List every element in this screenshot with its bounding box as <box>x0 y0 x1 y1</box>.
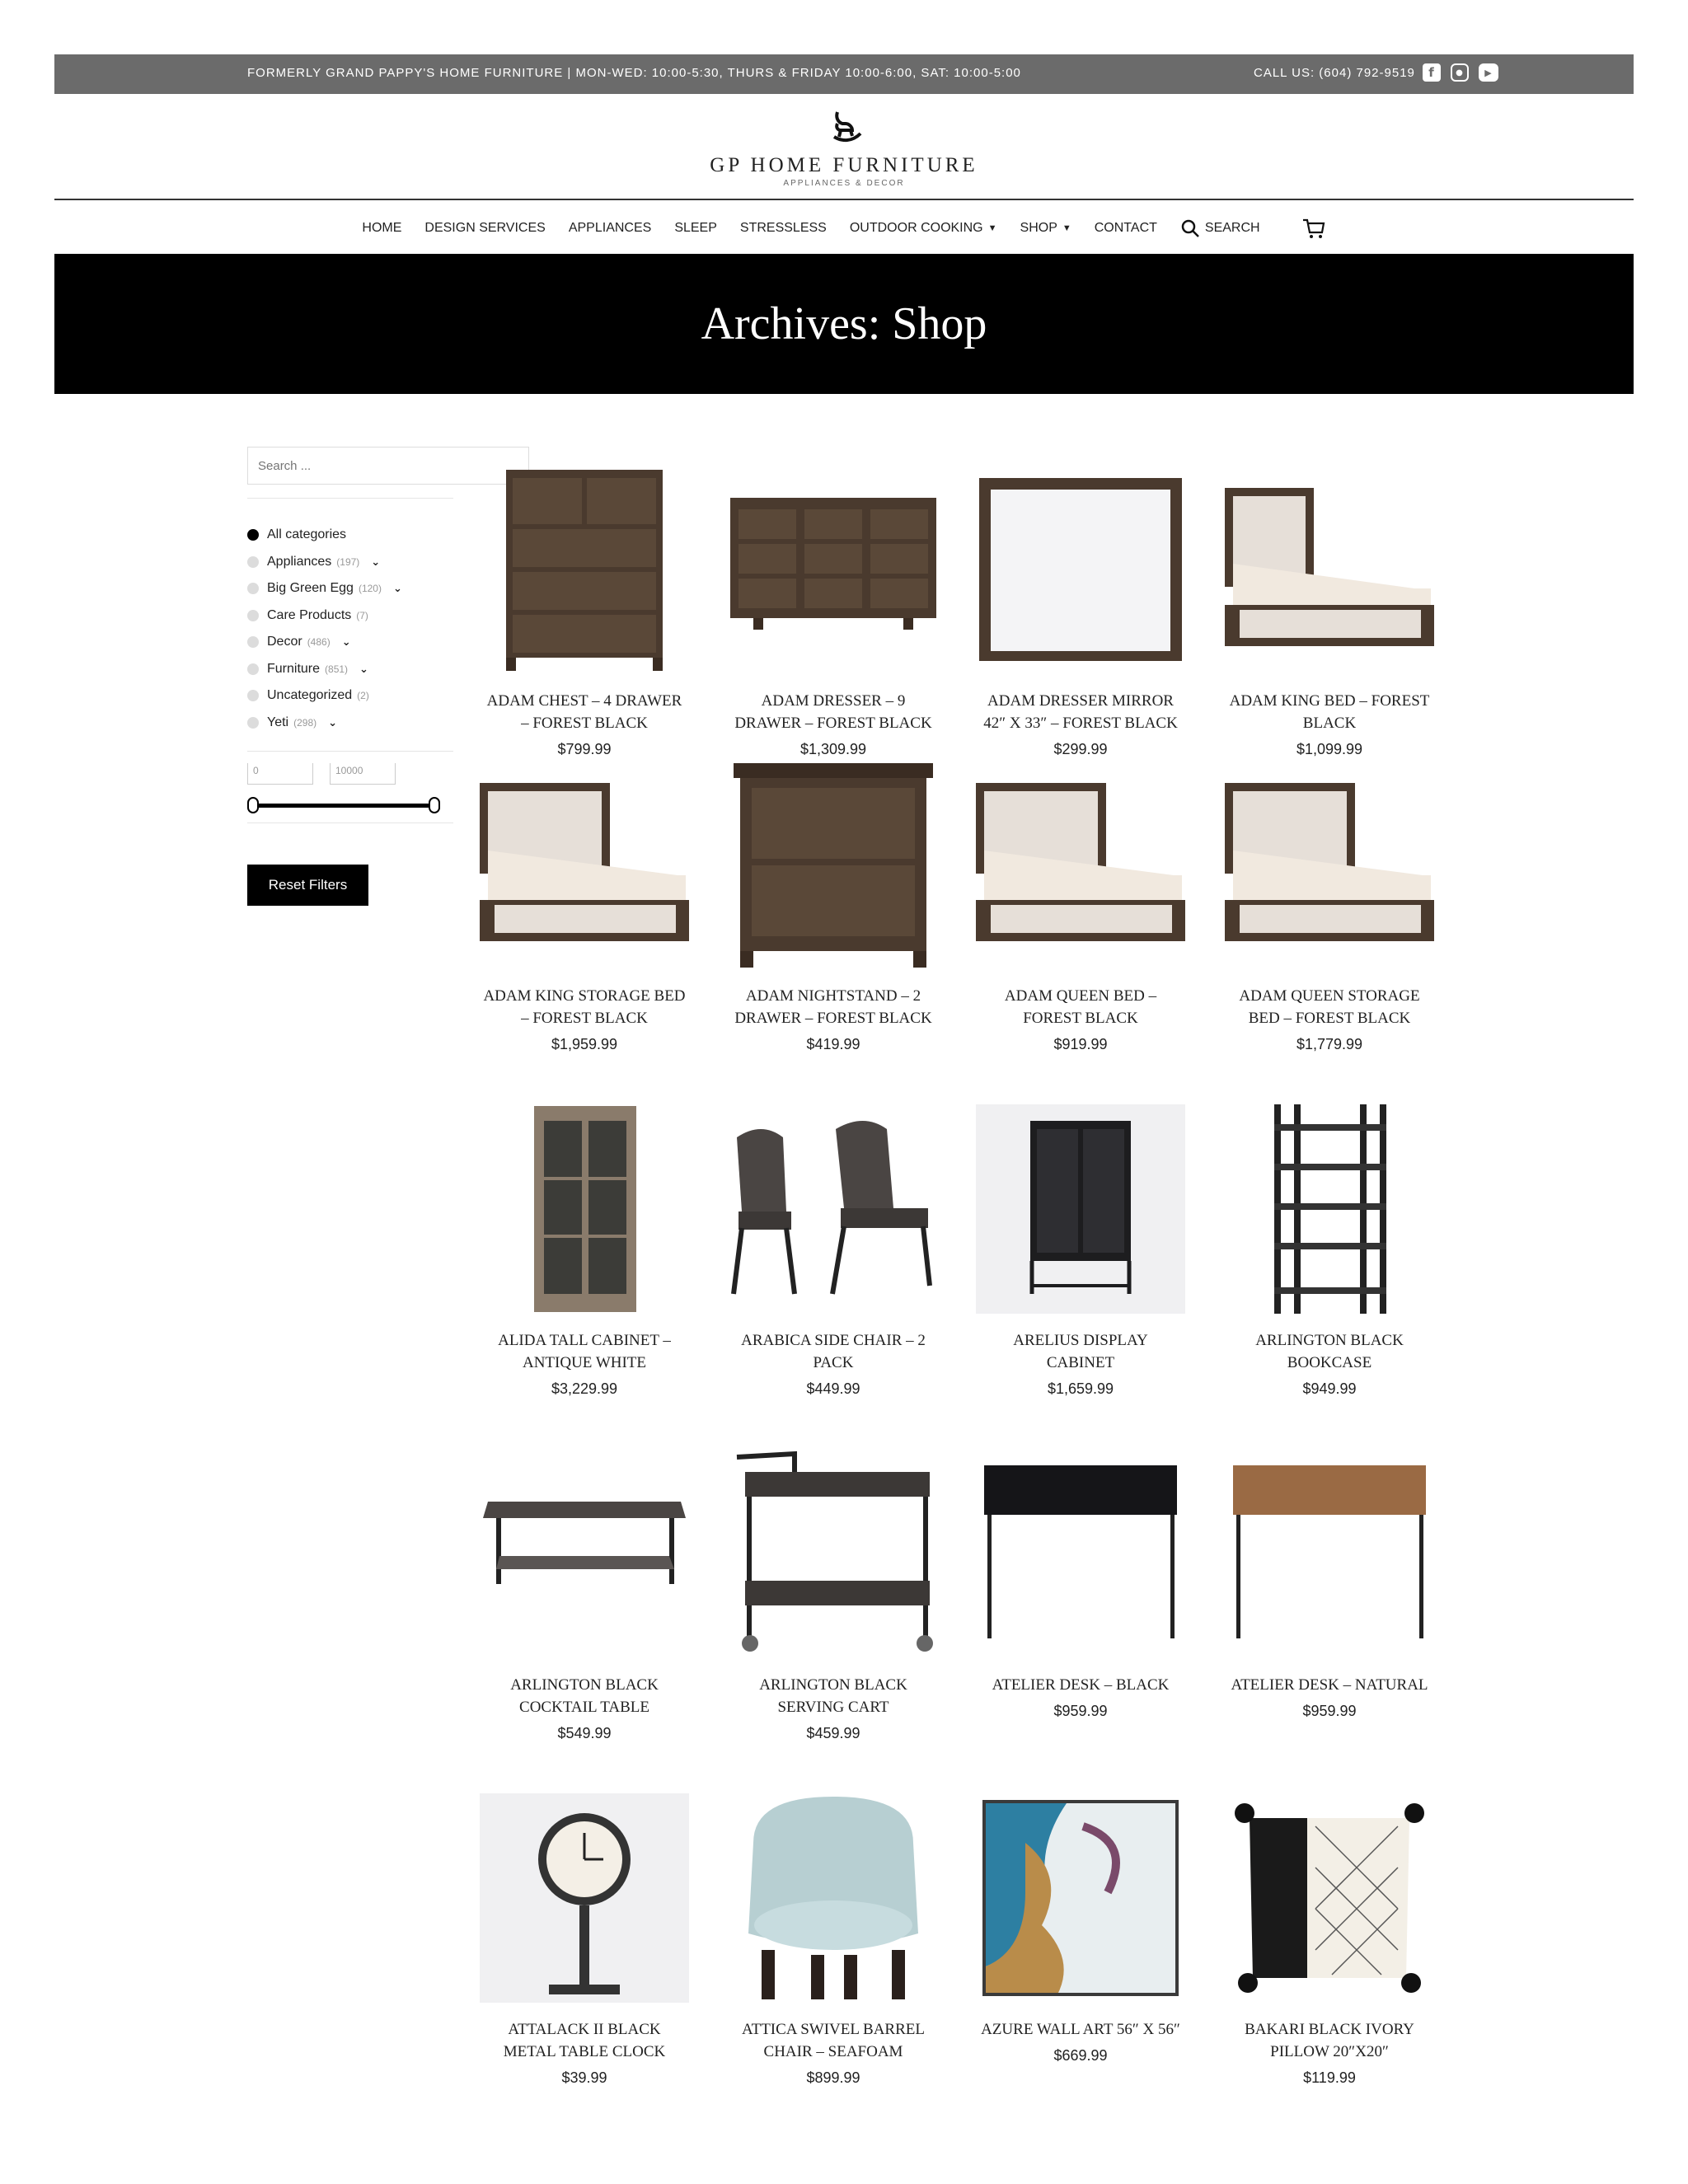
top-info-bar <box>54 54 1634 94</box>
category-label: Decor <box>267 635 302 649</box>
instagram-icon[interactable]: ● <box>1451 63 1469 82</box>
product-price: $119.99 <box>1303 2069 1356 2086</box>
caret-down-icon: ▼ <box>987 223 997 233</box>
clock-icon <box>480 1793 689 2003</box>
desk-black-icon <box>976 1449 1185 1658</box>
category-appliances[interactable] <box>247 549 453 576</box>
nav-sleep[interactable]: SLEEP <box>674 221 717 235</box>
slider-track <box>252 804 435 808</box>
product-title[interactable]: ADAM QUEEN STORAGE BED – FOREST BLACK <box>1239 987 1420 1027</box>
bookcase-icon <box>1225 1104 1434 1314</box>
product-price: $1,779.99 <box>1296 1036 1363 1052</box>
coffee-table-icon <box>480 1449 689 1658</box>
chevron-down-icon[interactable]: ⌄ <box>371 555 381 568</box>
product-card[interactable] <box>480 465 689 758</box>
product-price: $799.99 <box>557 741 612 757</box>
product-card[interactable] <box>1225 760 1434 1053</box>
radio-dot <box>247 610 259 621</box>
mirror-icon <box>976 465 1185 674</box>
product-card[interactable] <box>976 760 1185 1053</box>
bed-icon <box>1225 465 1434 674</box>
youtube-icon[interactable]: ▶ <box>1479 63 1498 82</box>
nav-outdoor-cooking[interactable] <box>850 221 997 236</box>
product-price: $949.99 <box>1302 1380 1357 1397</box>
category-uncategorized[interactable] <box>247 682 453 710</box>
product-card[interactable] <box>976 1449 1185 1720</box>
logo-name: GP HOME FURNITURE <box>710 154 978 176</box>
product-title[interactable]: ATELIER DESK – NATURAL <box>1231 1676 1428 1694</box>
category-label: Uncategorized <box>267 688 353 703</box>
category-furniture[interactable] <box>247 656 453 683</box>
product-card[interactable] <box>1225 1104 1434 1398</box>
chevron-down-icon[interactable]: ⌄ <box>328 715 338 729</box>
product-title[interactable]: ARLINGTON BLACK SERVING CART <box>759 1676 907 1716</box>
nav-appliances[interactable]: APPLIANCES <box>568 221 652 235</box>
nav-shop-label: SHOP <box>1020 221 1057 235</box>
category-yeti[interactable] <box>247 710 453 737</box>
product-price: $1,959.99 <box>551 1036 618 1052</box>
category-label: Appliances <box>267 554 332 569</box>
product-card[interactable] <box>729 1104 938 1398</box>
caret-down-icon: ▼ <box>1062 223 1071 233</box>
facebook-icon[interactable]: f <box>1423 63 1441 82</box>
category-count: (486) <box>307 636 331 649</box>
category-care-products[interactable] <box>247 602 453 630</box>
chevron-down-icon[interactable]: ⌄ <box>359 662 368 675</box>
product-title[interactable]: ADAM DRESSER MIRROR 42″ X 33″ – FOREST BLACK <box>983 692 1178 732</box>
chevron-down-icon[interactable]: ⌄ <box>341 635 351 649</box>
category-label: Yeti <box>267 715 289 729</box>
category-count: (298) <box>293 716 317 729</box>
product-price: $3,229.99 <box>551 1380 618 1397</box>
category-label: All categories <box>267 527 347 542</box>
category-count: (120) <box>358 583 382 595</box>
product-card[interactable] <box>729 465 938 758</box>
radio-dot <box>247 663 259 675</box>
radio-dot <box>247 529 259 541</box>
wall-art-icon <box>976 1793 1185 2003</box>
product-price: $1,309.99 <box>799 741 867 757</box>
logo-tagline: APPLIANCES & DECOR <box>783 179 905 188</box>
product-card[interactable] <box>1225 1449 1434 1720</box>
product-card[interactable] <box>1225 1793 1434 2087</box>
product-title[interactable]: ARABICA SIDE CHAIR – 2 PACK <box>741 1332 926 1371</box>
tall-cabinet-icon <box>480 1104 689 1314</box>
page-hero <box>54 254 1634 394</box>
product-price: $899.99 <box>806 2069 860 2086</box>
nav-home[interactable]: HOME <box>362 221 402 235</box>
nightstand-icon <box>729 760 938 969</box>
product-title[interactable]: ARELIUS DISPLAY CABINET <box>1013 1332 1148 1371</box>
category-big-green-egg[interactable] <box>247 575 453 602</box>
category-list <box>247 522 453 736</box>
price-slider[interactable] <box>247 796 440 814</box>
dresser-icon <box>729 465 938 674</box>
product-title[interactable]: ALIDA TALL CABINET – ANTIQUE WHITE <box>498 1332 671 1371</box>
product-price: $919.99 <box>1053 1036 1108 1052</box>
nav-stressless[interactable]: STRESSLESS <box>739 221 827 235</box>
phone-number[interactable]: CALL US: (604) 792-9519 <box>1254 66 1415 80</box>
product-title[interactable]: ARLINGTON BLACK COCKTAIL TABLE <box>510 1676 659 1716</box>
cart-icon[interactable] <box>1301 216 1326 241</box>
chevron-down-icon[interactable]: ⌄ <box>392 582 402 595</box>
divider <box>247 498 453 499</box>
product-card[interactable] <box>1225 465 1434 758</box>
product-title[interactable]: ARLINGTON BLACK BOOKCASE <box>1255 1332 1404 1371</box>
search-icon <box>1180 218 1200 238</box>
category-label: Big Green Egg <box>267 581 354 596</box>
main-nav <box>0 216 1688 241</box>
product-title[interactable]: ADAM KING BED – FOREST BLACK <box>1229 692 1430 732</box>
product-title[interactable]: ATELIER DESK – BLACK <box>992 1676 1170 1694</box>
page-title: Archives: Shop <box>701 298 987 349</box>
product-price: $1,659.99 <box>1047 1380 1114 1397</box>
product-card[interactable] <box>976 1104 1185 1398</box>
product-price: $669.99 <box>1053 2047 1108 2064</box>
product-card[interactable] <box>976 1793 1185 2064</box>
product-price: $449.99 <box>806 1380 860 1397</box>
desk-natural-icon <box>1225 1449 1434 1658</box>
product-card[interactable] <box>480 1449 689 1742</box>
product-price: $299.99 <box>1053 741 1108 757</box>
nav-outdoor-cooking-label: OUTDOOR COOKING <box>849 221 983 235</box>
reset-filters-button[interactable]: Reset Filters <box>247 865 368 906</box>
nav-design-services[interactable]: DESIGN SERVICES <box>424 221 546 235</box>
product-card[interactable] <box>480 760 689 1053</box>
bed-icon <box>976 760 1185 969</box>
radio-dot <box>247 717 259 729</box>
product-price: $959.99 <box>1302 1703 1357 1719</box>
product-title[interactable]: ATTICA SWIVEL BARREL CHAIR – SEAFOAM <box>741 2021 925 2060</box>
product-price: $549.99 <box>557 1725 612 1741</box>
price-min-input[interactable]: 0 <box>247 763 313 785</box>
radio-dot <box>247 690 259 701</box>
divider <box>247 751 453 752</box>
rocking-horse-icon <box>819 109 869 145</box>
product-title[interactable]: BAKARI BLACK IVORY PILLOW 20″X20″ <box>1245 2021 1414 2060</box>
product-card[interactable] <box>480 1104 689 1398</box>
category-decor[interactable] <box>247 629 453 656</box>
barrel-chair-icon <box>729 1793 938 2003</box>
category-all[interactable] <box>247 522 453 549</box>
category-count: (197) <box>336 555 360 568</box>
site-logo[interactable] <box>676 109 1012 188</box>
storage-bed-icon <box>480 760 689 969</box>
nav-search[interactable] <box>1180 218 1260 238</box>
product-card[interactable] <box>480 1793 689 2087</box>
price-range-inputs <box>247 763 453 785</box>
nav-contact[interactable]: CONTACT <box>1094 221 1157 235</box>
category-count: (7) <box>356 609 368 621</box>
radio-dot <box>247 636 259 648</box>
product-price: $419.99 <box>806 1036 860 1052</box>
social-links <box>1423 63 1498 82</box>
display-cabinet-icon <box>976 1104 1185 1314</box>
header-divider <box>54 199 1634 200</box>
price-max-input[interactable]: 10000 <box>330 763 396 785</box>
radio-dot <box>247 583 259 594</box>
product-card[interactable] <box>729 1449 938 1742</box>
serving-cart-icon <box>729 1449 938 1658</box>
product-price: $39.99 <box>561 2069 607 2086</box>
category-count: (851) <box>325 663 349 675</box>
nav-shop[interactable] <box>1020 221 1071 236</box>
product-price: $1,099.99 <box>1296 741 1363 757</box>
product-card[interactable] <box>976 465 1185 758</box>
product-title[interactable]: ADAM CHEST – 4 DRAWER – FOREST BLACK <box>486 692 682 732</box>
product-title[interactable]: ADAM DRESSER – 9 DRAWER – FOREST BLACK <box>734 692 932 732</box>
pillow-icon <box>1225 1793 1434 2003</box>
chest-icon <box>480 465 689 674</box>
product-title[interactable]: ADAM KING STORAGE BED – FOREST BLACK <box>483 987 686 1027</box>
product-title[interactable]: ATTALACK II BLACK METAL TABLE CLOCK <box>503 2021 666 2060</box>
store-hours: FORMERLY GRAND PAPPY'S HOME FURNITURE | MON-WED: 10:00-5:30, THURS & FRIDAY 10:00-6:00, SAT: 10:00-5:00 <box>247 66 1021 80</box>
product-title[interactable]: ADAM QUEEN BED – FOREST BLACK <box>1004 987 1157 1027</box>
chairs-icon <box>729 1104 938 1314</box>
radio-dot <box>247 556 259 568</box>
slider-min-handle[interactable] <box>247 797 259 813</box>
product-price: $959.99 <box>1053 1703 1108 1719</box>
slider-max-handle[interactable] <box>429 797 440 813</box>
category-count: (2) <box>357 690 369 702</box>
storage-bed-icon <box>1225 760 1434 969</box>
product-card[interactable] <box>729 1793 938 2087</box>
product-price: $459.99 <box>806 1725 860 1741</box>
nav-search-label: SEARCH <box>1204 221 1260 235</box>
product-title[interactable]: ADAM NIGHTSTAND – 2 DRAWER – FOREST BLACK <box>734 987 932 1027</box>
product-title[interactable]: AZURE WALL ART 56″ X 56″ <box>981 2021 1180 2038</box>
category-label: Care Products <box>267 607 352 622</box>
filter-sidebar <box>247 447 453 906</box>
product-card[interactable] <box>729 760 938 1053</box>
category-label: Furniture <box>267 661 321 676</box>
